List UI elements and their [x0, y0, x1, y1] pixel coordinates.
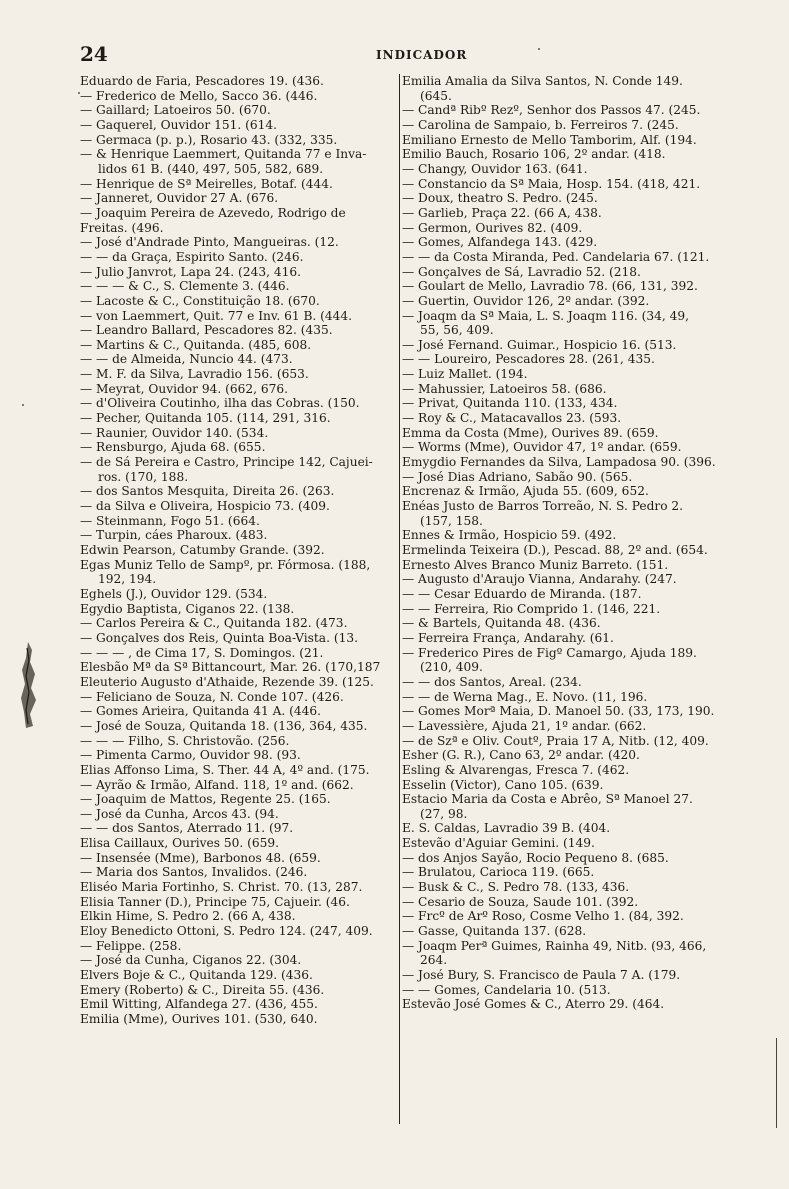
index-entry-line: — Joaqm da Sª Maia, L. S. Joaqm 116. (34, 49, — [402, 308, 690, 323]
index-entry-line: — Ferreira França, Andarahy. (61. — [402, 630, 614, 645]
index-entry-line: — Gonçalves dos Reis, Quinta Boa-Vista. (13. — [80, 630, 358, 645]
index-entry-line: — Rensburgo, Ajuda 68. (655. — [80, 440, 266, 455]
index-entry-line: — Frederico Pires de Figº Camargo, Ajuda 189. — [402, 645, 697, 660]
index-entry-line: E. S. Caldas, Lavradio 39 B. (404. — [402, 821, 611, 836]
index-entry-line: — Augusto d'Araujo Vianna, Andarahy. (247. — [402, 572, 677, 587]
index-entry-line: — de Sá Pereira e Castro, Principe 142, Cajuei- — [80, 455, 373, 470]
index-entry-line: — Germaca (p. p.), Rosario 43. (332, 335. — [80, 132, 338, 147]
left-column — [80, 74, 398, 1027]
index-entry-line: — José Fernand. Guimar., Hospicio 16. (513. — [402, 337, 677, 352]
index-entry-line: — Lacoste & C., Constituição 18. (670. — [80, 293, 320, 308]
index-entry-line: — Maria dos Santos, Invalidos. (246. — [80, 865, 308, 880]
binding-stain-icon — [18, 640, 40, 730]
index-entry-line: — Leandro Ballard, Pescadores 82. (435. — [80, 323, 333, 338]
index-entry-line: Enéas Justo de Barros Torreão, N. S. Pedro 2. — [402, 499, 684, 514]
margin-rule — [776, 1038, 777, 1128]
index-entry-line: — José Bury, S. Francisco de Paula 7 A. (179. — [402, 968, 681, 983]
index-entry-line: Emilio Bauch, Rosario 106, 2º andar. (418. — [402, 147, 666, 162]
page-number: 24 — [80, 42, 108, 66]
index-entry-line: ros. (170, 188. — [98, 469, 189, 484]
index-entry-line: — Julio Janvrot, Lapa 24. (243, 416. — [80, 264, 301, 279]
index-entry-line: (157, 158. — [420, 513, 483, 528]
index-entry-line: — Pecher, Quitanda 105. (114, 291, 316. — [80, 411, 331, 426]
index-entry-line: Eduardo de Faria, Pescadores 19. (436. — [80, 74, 324, 88]
margin-speck — [78, 92, 80, 94]
index-entry-line: — Carlos Pereira & C., Quitanda 182. (473. — [80, 616, 348, 631]
index-entry-line: — Gomes, Alfandega 143. (429. — [402, 235, 598, 250]
index-entry-line: — Gomes Morª Maia, D. Manoel 50. (33, 173, 190. — [402, 704, 715, 719]
index-entry-line: Ermelinda Teixeira (D.), Pescad. 88, 2º and. (654. — [402, 543, 708, 557]
index-entry-line: Elkin Hime, S. Pedro 2. (66 A, 438. — [80, 909, 296, 924]
index-entry-line: — Constancio da Sª Maia, Hosp. 154. (418, 421. — [402, 176, 701, 191]
index-entry-line: — Gonçalves de Sá, Lavradio 52. (218. — [402, 264, 641, 279]
index-entry-line: — Janneret, Ouvidor 27 A. (676. — [80, 191, 279, 206]
index-entry-line: Encrenaz & Irmão, Ajuda 55. (609, 652. — [402, 484, 649, 499]
index-entry-line: Emilia (Mme), Ourives 101. (530, 640. — [80, 1012, 318, 1026]
index-entry-line: Emilia Amalia da Silva Santos, N. Conde 149. — [402, 74, 683, 88]
index-entry-line: — Frcº de Arº Roso, Cosme Velho 1. (84, 392. — [402, 909, 684, 924]
index-entry-line: Eghels (J.), Ouvidor 129. (534. — [80, 586, 268, 601]
index-entry-line: — Joaquim Pereira de Azevedo, Rodrigo de — [80, 205, 346, 220]
page-header — [80, 42, 730, 72]
index-entry-line: — Germon, Ourives 82. (409. — [402, 220, 583, 235]
index-entry-line: — Raunier, Ouvidor 140. (534. — [80, 425, 269, 440]
index-entry-line: — — de Almeida, Nuncio 44. (473. — [80, 352, 293, 367]
index-entry-line: — Brulatou, Carioca 119. (665. — [402, 865, 595, 880]
index-entry-line: — Gaquerel, Ouvidor 151. (614. — [80, 117, 277, 132]
index-entry-line: — — dos Santos, Aterrado 11. (97. — [80, 821, 294, 836]
index-entry-line: — José Dias Adriano, Sabão 90. (565. — [402, 469, 633, 484]
index-entry-line: (210, 409. — [420, 660, 483, 675]
index-entry-line: Esling & Alvarengas, Fresca 7. (462. — [402, 762, 630, 777]
index-entry-line: — Ayrão & Irmão, Alfand. 118, 1º and. (662. — [80, 777, 354, 792]
index-entry-line: — José d'Andrade Pinto, Mangueiras. (12. — [80, 235, 339, 250]
index-entry-line: — Steinmann, Fogo 51. (664. — [80, 513, 260, 528]
index-entry-line: — dos Santos Mesquita, Direita 26. (263. — [80, 484, 335, 499]
margin-speck — [22, 404, 24, 406]
index-entry-line: (645. — [420, 88, 452, 103]
index-entry-line: — Joaqm Perª Guimes, Rainha 49, Nitb. (93, 466, — [402, 938, 707, 953]
index-entry-line: Ernesto Alves Branco Muniz Barreto. (151. — [402, 557, 669, 572]
index-entry-line: — de Szª e Oliv. Coutº, Praia 17 A, Nitb. (12, 409. — [402, 733, 709, 748]
index-entry-line: — — Ferreira, Rio Comprido 1. (146, 221. — [402, 601, 661, 616]
index-entry-line: — — da Graça, Espirito Santo. (246. — [80, 249, 304, 264]
index-entry-line: — Gaillard; Latoeiros 50. (670. — [80, 103, 271, 118]
index-entry-line: Emil Witting, Alfandega 27. (436, 455. — [80, 997, 318, 1012]
index-entry-line: Egydio Baptista, Ciganos 22. (138. — [80, 601, 295, 616]
index-entry-line: — Meyrat, Ouvidor 94. (662, 676. — [80, 381, 288, 396]
index-entry-line: — Goulart de Mello, Lavradio 78. (66, 131, 392. — [402, 279, 698, 294]
index-entry-line: — Luiz Mallet. (194. — [402, 367, 528, 382]
index-entry-line: — & Bartels, Quitanda 48. (436. — [402, 616, 601, 631]
index-entry-line: Eleuterio Augusto d'Athaide, Rezende 39. (125. — [80, 674, 374, 689]
index-entry-line: — dos Anjos Sayão, Rocio Pequeno 8. (685. — [402, 850, 669, 865]
index-entry-line: 192, 194. — [98, 572, 157, 587]
index-entry-line: — Changy, Ouvidor 163. (641. — [402, 161, 588, 176]
index-entry-line: — José de Souza, Quitanda 18. (136, 364, 435. — [80, 718, 368, 733]
index-entry-line: — Carolina de Sampaio, b. Ferreiros 7. (245. — [402, 117, 679, 132]
index-entry-line: — Pimenta Carmo, Ouvidor 98. (93. — [80, 748, 301, 763]
index-entry-line: — & Henrique Laemmert, Quitanda 77 e Inva- — [80, 147, 367, 162]
index-entry-line: — Felippe. (258. — [80, 938, 182, 953]
index-entry-line: Elvers Boje & C., Quitanda 129. (436. — [80, 968, 313, 983]
index-entry-line: — — dos Santos, Areal. (234. — [402, 674, 582, 689]
index-entry-line: — Feliciano de Souza, N. Conde 107. (426. — [80, 689, 344, 704]
index-entry-line: Emygdio Fernandes da Silva, Lampadosa 90. (396. — [402, 455, 716, 470]
index-entry-line: — — Loureiro, Pescadores 28. (261, 435. — [402, 352, 655, 367]
index-entry-line: Esselin (Victor), Cano 105. (639. — [402, 777, 604, 792]
index-entry-line: — Joaquim de Mattos, Regente 25. (165. — [80, 792, 331, 807]
index-entry-line: 55, 56, 409. — [420, 323, 494, 338]
running-title: INDICADOR — [376, 48, 468, 62]
index-entry-line: 264. — [420, 953, 448, 968]
index-entry-line: Ennes & Irmão, Hospicio 59. (492. — [402, 528, 617, 543]
index-entry-line: — Candª Ribº Rezº, Senhor dos Passos 47. (245. — [402, 103, 701, 118]
index-entry-line: Eloy Benedicto Ottoni, S. Pedro 124. (247, 409. — [80, 924, 373, 939]
index-entry-line: — José da Cunha, Ciganos 22. (304. — [80, 953, 302, 968]
index-entry-line: — Turpin, cáes Pharoux. (483. — [80, 528, 268, 543]
right-column — [402, 74, 738, 1012]
index-entry-line: — — — Filho, S. Christovão. (256. — [80, 733, 290, 748]
index-entry-line: Elias Affonso Lima, S. Ther. 44 A, 4º and. (175. — [80, 762, 370, 777]
index-entry-line: — Privat, Quitanda 110. (133, 434. — [402, 396, 618, 411]
index-entry-line: — Martins & C., Quitanda. (485, 608. — [80, 337, 312, 352]
index-entry-line: — Lavessière, Ajuda 21, 1º andar. (662. — [402, 718, 647, 733]
index-entry-line: — Busk & C., S. Pedro 78. (133, 436. — [402, 880, 630, 895]
index-entry-line: — d'Oliveira Coutinho, ilha das Cobras. (150. — [80, 396, 360, 411]
index-entry-line: Emiliano Ernesto de Mello Tamborim, Alf. (194. — [402, 132, 697, 147]
index-entry-line: — — Gomes, Candelaria 10. (513. — [402, 982, 611, 997]
index-entry-line: lidos 61 B. (440, 497, 505, 582, 689. — [98, 161, 324, 176]
index-entry-line: Freitas. (496. — [80, 220, 164, 235]
index-entry-line: — Garlieb, Praça 22. (66 A, 438. — [402, 205, 602, 220]
index-entry-line: Elisa Caillaux, Ourives 50. (659. — [80, 836, 280, 851]
index-entry-line: Eliséo Maria Fortinho, S. Christ. 70. (13, 287. — [80, 880, 363, 895]
index-entry-line: Elisia Tanner (D.), Principe 75, Cajueir. (46. — [80, 894, 350, 909]
index-entry-line: — Henrique de Sª Meirelles, Botaf. (444. — [80, 176, 333, 191]
index-entry-line: — da Silva e Oliveira, Hospicio 73. (409. — [80, 499, 330, 514]
index-entry-line: — — Cesar Eduardo de Miranda. (187. — [402, 586, 642, 601]
index-entry-line: (27, 98. — [420, 806, 468, 821]
index-entry-line: Egas Muniz Tello de Sampº, pr. Fórmosa. (188, — [80, 557, 371, 572]
index-entry-line: — Gasse, Quitanda 137. (628. — [402, 924, 587, 939]
index-entry-line: Elesbão Mª da Sª Bittancourt, Mar. 26. (170,187 — [80, 660, 381, 675]
margin-speck — [538, 48, 540, 50]
index-entry-line: — von Laemmert, Quit. 77 e Inv. 61 B. (444. — [80, 308, 353, 323]
index-entry-line: — Cesario de Souza, Saude 101. (392. — [402, 894, 639, 909]
index-entry-line: — José da Cunha, Arcos 43. (94. — [80, 806, 279, 821]
index-entry-line: — Insensée (Mme), Barbonos 48. (659. — [80, 850, 321, 865]
index-entry-line: — — — , de Cima 17, S. Domingos. (21. — [80, 645, 324, 660]
index-entry-line: Emma da Costa (Mme), Ourives 89. (659. — [402, 425, 659, 440]
index-entry-line: — Doux, theatro S. Pedro. (245. — [402, 191, 598, 206]
index-entry-line: Estevão d'Aguiar Gemini. (149. — [402, 836, 595, 851]
index-entry-line: — Gomes Arieira, Quitanda 41 A. (446. — [80, 704, 322, 719]
index-entry-line: — — de Werna Mag., E. Novo. (11, 196. — [402, 689, 648, 704]
index-entry-line: — — da Costa Miranda, Ped. Candelaria 67. (121. — [402, 249, 710, 264]
index-entry-line: — Worms (Mme), Ouvidor 47, 1º andar. (659. — [402, 440, 682, 455]
index-entry-line: — Mahussier, Latoeiros 58. (686. — [402, 381, 607, 396]
index-entry-line: — — — & C., S. Clemente 3. (446. — [80, 279, 290, 294]
index-entry-line: Estacio Maria da Costa e Abrêo, Sª Manoel 27. — [402, 792, 693, 807]
index-entry-line: — M. F. da Silva, Lavradio 156. (653. — [80, 367, 309, 382]
index-entry-line: Esher (G. R.), Cano 63, 2º andar. (420. — [402, 748, 640, 763]
index-entry-line: Estevão José Gomes & C., Aterro 29. (464. — [402, 997, 665, 1012]
column-divider — [399, 74, 400, 1124]
index-entry-line: — Frederico de Mello, Sacco 36. (446. — [80, 88, 318, 103]
index-entry-line: Edwin Pearson, Catumby Grande. (392. — [80, 543, 325, 557]
index-entry-line: — Guertin, Ouvidor 126, 2º andar. (392. — [402, 293, 650, 308]
index-entry-line: — Roy & C., Matacavallos 23. (593. — [402, 411, 622, 426]
index-entry-line: Emery (Roberto) & C., Direita 55. (436. — [80, 982, 325, 997]
